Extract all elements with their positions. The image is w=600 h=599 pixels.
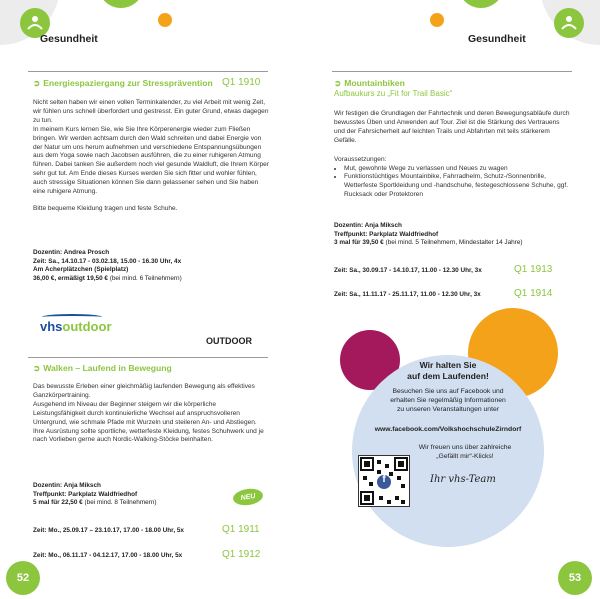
course-details: Dozentin: Anja Miksch Treffpunkt: Parkplatz Waldfriedhof 3 mal für 39,50 € (bei mind. 5 Teilnehmern, Mindestalter 14 Jahre) <box>334 222 523 247</box>
divider <box>332 71 572 72</box>
vhs-outdoor-logo: vhsoutdoor <box>40 319 112 334</box>
course-description: Nicht selten haben wir einen vollen Terminkalender, zu viel Arbeit mit wenig Zeit, wir fühlen uns schnell überfordert und gestresst. Ein guter Grund, etwas dagegen zu tun. In meinem Kurs lernen Sie, wie Sie Ihre Körperenergie wieder zum Fließen bringen. Wir werden achtsam durch den Wald schreiten und dabei Energie von der Natur um uns herum aufnehmen und verschiedene Entspannungsübungen aus dem Yoga sowie nach Jacobsen ausführen, die zu einer ruhigeren Atmung führen. Dabei tanken Sie außerdem noch viel gesunde Waldluft, die Ihrem Körper sehr gut tut. Am Ende dieses Kurses werden Sie sich fitter und wohler fühlen, auch stressige Situationen können Sie dann gelassener sehen und Sie haben eine ruhigere Atmung. Bitte bequeme Kleidung tragen und feste Schuhe. <box>33 99 269 212</box>
arrow-icon: ➲ <box>334 78 342 88</box>
course-code: Q1 1914 <box>514 288 553 299</box>
decor-orange-dot <box>158 13 172 27</box>
page-number: 53 <box>558 561 592 595</box>
course-details: Dozentin: Anja Miksch Treffpunkt: Parkplatz Waldfriedhof 5 mal für 22,50 € (bei mind. 8 Teilnehmern) <box>33 482 157 507</box>
course-details: Dozentin: Andrea Prosch Zeit: Sa., 14.10.17 - 03.02.18, 15.00 - 16.30 Uhr, 4x Am Acherplätzchen (Spielplatz) 36,00 €, ermäßigt 19,50 € (bei mind. 6 Teilnehmern) <box>33 249 182 282</box>
requirements-list <box>334 165 570 201</box>
section-title-energiespaziergang: ➲ Energiespaziergang zur Stressprävention <box>33 78 213 88</box>
course-code: Q1 1911 <box>222 524 260 535</box>
new-badge: NEU <box>232 487 264 507</box>
course-code: Q1 1910 <box>222 77 261 88</box>
health-logo-icon <box>554 8 584 38</box>
section-title-mountainbiken: ➲ Mountainbiken <box>334 78 405 88</box>
decor-green-circle <box>458 0 504 8</box>
section-subtitle: Aufbaukurs zu „Fit for Trail Basic“ <box>334 89 453 98</box>
decor-orange-dot <box>430 13 444 27</box>
divider <box>28 71 268 72</box>
divider <box>28 357 268 358</box>
outdoor-label: OUTDOOR <box>206 336 252 346</box>
promo-content: Wir halten Sie auf dem Laufenden! Besuchen Sie uns auf Facebook und erhalten Sie regelmäßig Informationen zu unseren Veranstaltungen unter <box>390 360 506 413</box>
logo-arc <box>42 314 102 320</box>
decor-green-circle <box>98 0 144 8</box>
promo-thanks: Wir freuen uns über zahlreiche „Gefällt mir“-Klicks! <box>418 444 512 460</box>
promo-signature: Ihr vhs-Team <box>430 474 496 485</box>
page-header-title: Gesundheit <box>468 33 526 45</box>
section-title-walken: ➲ Walken – Laufend in Bewegung <box>33 363 172 373</box>
facebook-link[interactable]: www.facebook.com/VolkshochschuleZirndorf <box>374 426 522 433</box>
list-item: • Mut, gewohnte Wege zu verlassen und Neues zu wagen <box>344 165 570 174</box>
course-time: Zeit: Mo., 06.11.17 - 04.12.17, 17.00 - 18.00 Uhr, 5x <box>33 552 183 559</box>
right-page <box>300 0 600 599</box>
page-header-title: Gesundheit <box>40 33 98 45</box>
arrow-icon: ➲ <box>33 78 41 88</box>
course-code: Q1 1913 <box>514 264 553 275</box>
course-time: Zeit: Mo., 25.09.17 – 23.10.17, 17.00 - 18.00 Uhr, 5x <box>33 527 184 534</box>
list-item: • Funktionstüchtiges Mountainbike, Fahrradhelm, Schutz-/Sonnenbrille, Wetterfeste Sportkleidung und -handschuhe, festegeschlossene Schuhe, ggf. Rucksack oder Protektoren <box>344 173 570 200</box>
arrow-icon: ➲ <box>33 363 41 373</box>
course-description: Wir festigen die Grundlagen der Fahrtechnik und deren Bewegungsabläufe durch bewusstes Üben und Anwenden auf Tour. Ziel ist die Stärkung des Vertrauens und der Fahrsicherheit auf leichten Trails und Abfahrten mit teils stärkerem Gefälle. Voraussetzungen: • Mut, gewohnte Wege zu verlassen und Neues zu wagen • Funktionstüchtiges Mountainbike, Fahrradhelm, Schutz-/Sonnenbrille, Wetterfeste Sportkleidung und -handschuhe, festegeschlossene Schuhe, ggf. Rucksack oder Protektoren <box>334 110 570 200</box>
course-code: Q1 1912 <box>222 549 261 560</box>
course-time: Zeit: Sa., 11.11.17 - 25.11.17, 11.00 - 12.30 Uhr, 3x <box>334 291 481 298</box>
course-description: Das bewusste Erleben einer gleichmäßig laufenden Bewegung als effektives Ganzkörpertraining. Ausgehend im Niveau der Beginner steigern wir die körperliche Leistungsfähigkeit durch kontinuierliche Wechsel auf anspruchsvolleren Untergrund, wie schmale Pfade mit Wurzeln und steileren An- und Abstiegen. Ihre Ausrüstung sollte sportliche, wetterfeste Kleidung, festes Schuhwerk und je nach Vorlieben gerne auch Nordic-Walking-Stöcke beinhalten. <box>33 383 264 444</box>
facebook-icon: f <box>382 474 386 485</box>
qr-code-icon <box>358 455 410 507</box>
course-time: Zeit: Sa., 30.09.17 - 14.10.17, 11.00 - 12.30 Uhr, 3x <box>334 267 482 274</box>
page-number: 52 <box>6 561 40 595</box>
